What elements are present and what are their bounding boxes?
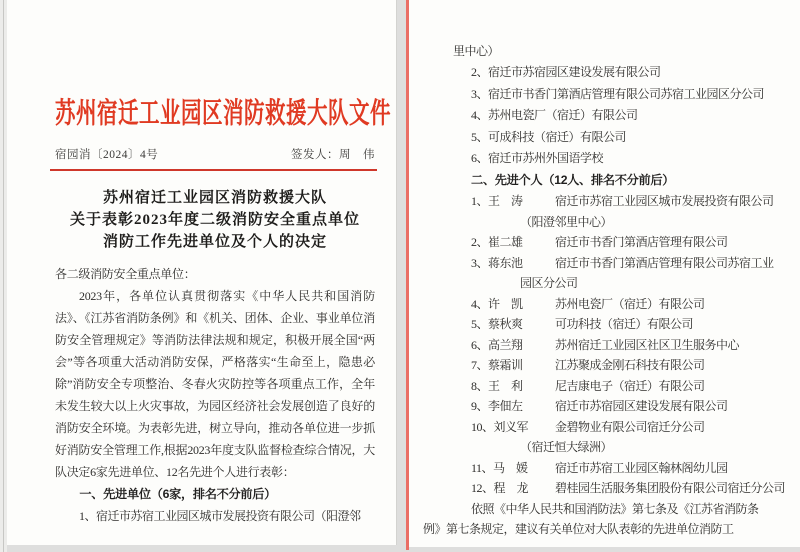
decision-title-line: 消防工作先进单位及个人的决定 <box>102 234 327 250</box>
salutation: 各二级消防安全重点单位： <box>55 267 196 281</box>
unit-list <box>423 62 792 170</box>
scan-left-edge <box>0 0 7 552</box>
individual-item <box>471 335 792 356</box>
individual-organization: 金碧物业有限公司宿迁分公司 <box>555 419 705 434</box>
individual-number-name: 8、王 利 <box>471 378 523 393</box>
individual-number-name: 2、崔二雄 <box>471 235 523 249</box>
individual-number-name: 7、蔡霜训 <box>471 358 523 372</box>
individual-number-name: 9、李佃左 <box>471 399 523 413</box>
individual-item <box>471 376 792 397</box>
individual-number-name: 12、程 龙 <box>471 481 529 495</box>
individual-number-name: 3、蒋东池 <box>471 255 523 270</box>
individual-organization: 苏州电瓷厂（宿迁）有限公司 <box>555 296 705 311</box>
unit-item-1: 1、宿迁市苏宿工业园区城市发展投资有限公司（阳澄邻 <box>79 509 361 523</box>
individual-organization: 宿迁市苏宿工业园区城市发展投资有限公司 <box>555 194 774 208</box>
unit-item: 5、可成科技（宿迁）有限公司 <box>471 129 627 144</box>
units-section-heading: 一、先进单位（6家，排名不分前后） <box>79 487 277 501</box>
body-paragraph: 2023年，各单位认真贯彻落实《中华人民共和国消防法》、《江苏省消防条例》和《机关、团体、企业、事业单位消防安全管理规定》等消防法律法规和规定，积极开展全国“两会”等各项重大活动消防安保，严格落实“生命至上，隐患必除”消防安全专项整治、冬春火灾防控等各项重点工作，全年未发生较大以上火灾事故，为园区经济社会发展创造了良好的消防安全环境。为表彰先进，树立导向，推动各单位进一步抓好消防安全管理工作,根据2023年度支队监督检查综合情况，大队决定6家先进单位、12名先进个人进行表彰： <box>55 289 375 479</box>
individual-item <box>471 458 792 479</box>
individual-organization: 江苏聚成金刚石科技有限公司 <box>555 358 705 372</box>
individual-organization: 宿迁市书香门第酒店管理有限公司 <box>555 235 728 249</box>
individual-number-name: 10、刘义军 <box>471 419 529 434</box>
individual-organization-continuation: 园区分公司 <box>520 276 578 290</box>
individual-item <box>471 478 792 499</box>
signer: 签发人：周 伟 <box>291 149 375 161</box>
carryover-line: 里中心） <box>453 44 500 58</box>
decision-title-line: 苏州宿迁工业园区消防救援大队 <box>102 190 327 206</box>
individual-organization: 宿迁市书香门第酒店管理有限公司苏宿工业 <box>555 255 774 270</box>
individual-item <box>471 396 792 417</box>
individual-item <box>471 294 792 315</box>
doc-number: 宿园消〔2024〕4号 <box>55 149 159 161</box>
individual-organization: 宿迁市苏宿工业园区翰林阁幼儿园 <box>555 460 728 475</box>
unit-item: 6、宿迁市苏州外国语学校 <box>471 151 604 165</box>
closing-paragraph <box>423 499 792 540</box>
individual-item <box>471 355 792 376</box>
red-rule <box>50 169 377 171</box>
closing-line: 例》第七条规定，建议有关单位对大队表彰的先进单位消防工 <box>423 522 734 536</box>
individual-organization: 苏州宿迁工业园区社区卫生服务中心 <box>555 337 740 352</box>
individual-number-name: 1、王 涛 <box>471 194 523 208</box>
closing-line: 依照《中华人民共和国消防法》第七条及《江苏省消防条 <box>471 501 759 516</box>
unit-item: 4、苏州电瓷厂（宿迁）有限公司 <box>471 108 638 122</box>
individuals-section-heading: 二、先进个人（12人、排名不分前后） <box>471 172 675 187</box>
individual-organization: 碧桂园生活服务集团股份有限公司宿迁分公司 <box>555 481 786 495</box>
individual-organization-continuation: （阳澄邻里中心） <box>520 214 613 229</box>
individual-item <box>471 232 792 253</box>
individual-organization: 可功科技（宿迁）有限公司 <box>555 317 694 331</box>
unit-item: 2、宿迁市苏宿园区建设发展有限公司 <box>471 65 661 79</box>
doc-number-row <box>55 146 375 162</box>
individual-number-name: 11、马 媛 <box>471 460 528 475</box>
individual-item <box>471 314 792 335</box>
individual-organization-continuation: （宿迁恒大绿洲） <box>520 440 613 454</box>
individuals-list <box>423 191 792 499</box>
individual-number-name: 4、许 凯 <box>471 296 523 311</box>
document-page-2 <box>409 0 800 547</box>
individual-number-name: 6、高兰翔 <box>471 337 523 352</box>
individual-organization: 尼吉康电子（宿迁）有限公司 <box>555 378 705 393</box>
individual-item <box>471 417 792 458</box>
individual-number-name: 5、蔡秋爽 <box>471 317 523 331</box>
unit-item: 3、宿迁市书香门第酒店管理有限公司苏宿工业园区分公司 <box>471 86 765 101</box>
red-letterhead-title: 苏州宿迁工业园区消防救援大队文件 <box>55 98 391 130</box>
individual-item <box>471 253 792 294</box>
individual-organization: 宿迁市苏宿园区建设发展有限公司 <box>555 399 728 413</box>
decision-title-line: 关于表彰2023年度二级消防安全重点单位 <box>69 212 360 228</box>
individual-item <box>471 191 792 232</box>
decision-title <box>55 187 375 253</box>
document-page-1 <box>7 0 397 545</box>
